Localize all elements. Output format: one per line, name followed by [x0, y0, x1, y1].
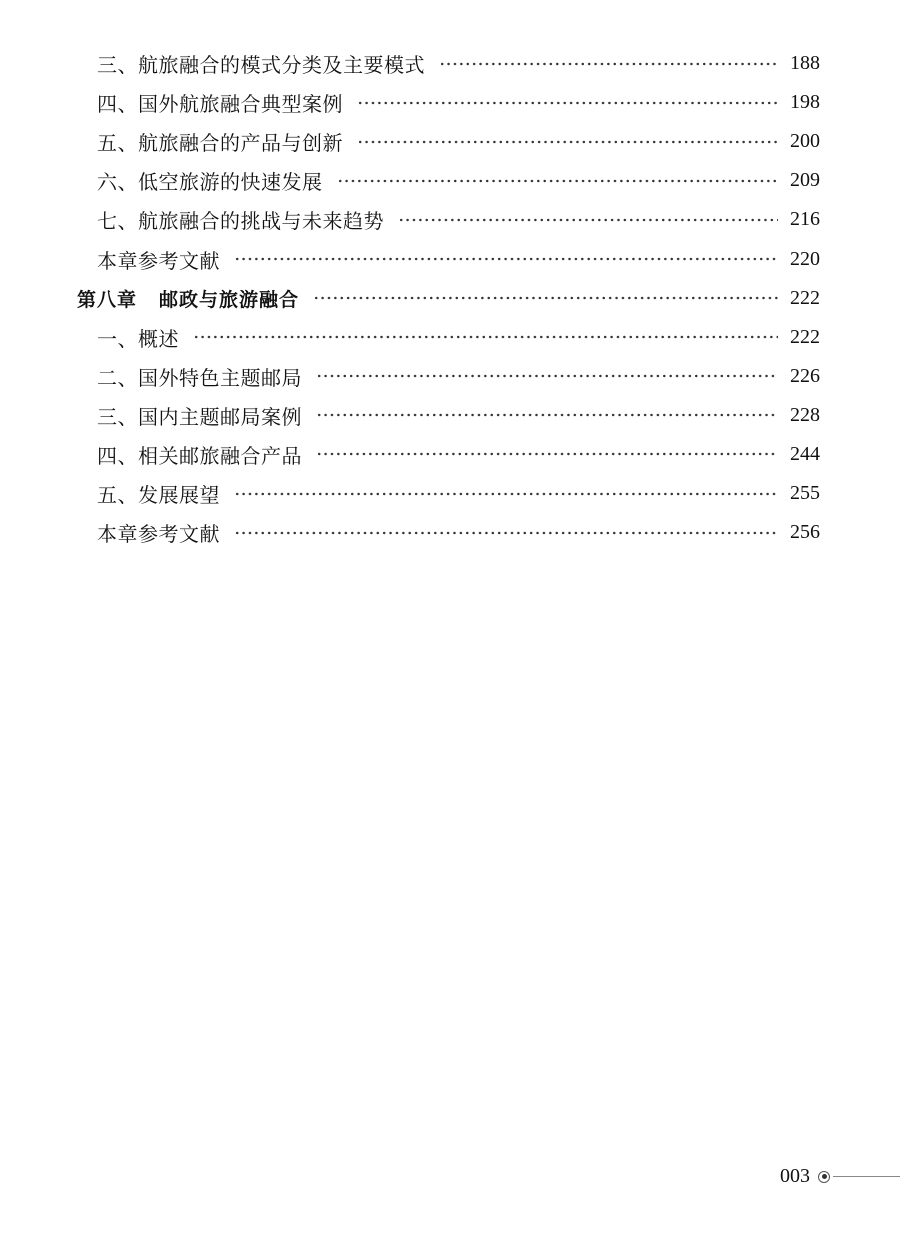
toc-entry-title: 三、国内主题邮局案例 [97, 404, 302, 429]
dot-leader [316, 444, 778, 464]
circle-ornament-icon [818, 1171, 830, 1183]
toc-entry-page: 200 [790, 130, 820, 153]
toc-entry-title: 五、发展展望 [97, 483, 220, 508]
toc-entry-page: 209 [790, 169, 820, 192]
toc-entry[interactable] [0, 161, 900, 200]
toc-entry-title: 一、概述 [97, 326, 179, 351]
dot-leader [234, 523, 778, 543]
table-of-contents [0, 44, 900, 552]
toc-entry-title: 四、相关邮旅融合产品 [97, 443, 302, 468]
dot-leader [357, 93, 778, 113]
toc-entry-page: 226 [790, 364, 820, 387]
toc-entry-page: 220 [790, 247, 820, 270]
toc-entry-page: 222 [790, 286, 820, 309]
toc-entry[interactable] [0, 44, 900, 83]
dot-leader [337, 171, 779, 191]
toc-entry-title: 五、航旅融合的产品与创新 [97, 131, 343, 156]
dot-leader [439, 54, 778, 74]
dot-leader [357, 132, 778, 152]
toc-entry-title: 本章参考文献 [97, 522, 220, 547]
dot-leader [316, 366, 778, 386]
toc-entry-page: 198 [790, 91, 820, 114]
toc-entry-title: 二、国外特色主题邮局 [97, 365, 302, 390]
toc-entry-page: 255 [790, 482, 820, 505]
footer-rule [833, 1176, 900, 1177]
page-number: 003 [780, 1165, 810, 1187]
toc-entry[interactable] [0, 396, 900, 435]
toc-entry[interactable] [0, 318, 900, 357]
toc-entry-title: 三、航旅融合的模式分类及主要模式 [97, 53, 425, 78]
toc-entry-title: 本章参考文献 [97, 248, 220, 273]
toc-entry[interactable] [0, 357, 900, 396]
toc-entry[interactable] [0, 122, 900, 161]
toc-entry[interactable] [0, 435, 900, 474]
dot-leader [234, 484, 778, 504]
toc-entry[interactable] [0, 200, 900, 239]
toc-entry-page: 244 [790, 442, 820, 465]
toc-entry-page: 222 [790, 325, 820, 348]
toc-entry-page: 256 [790, 521, 820, 544]
toc-entry-page: 216 [790, 208, 820, 231]
toc-entry[interactable] [0, 83, 900, 122]
dot-leader [193, 327, 778, 347]
dot-leader [234, 249, 778, 269]
toc-entry[interactable] [0, 239, 900, 278]
dot-leader [316, 405, 778, 425]
toc-entry-title: 七、航旅融合的挑战与未来趋势 [97, 209, 384, 234]
page-footer [780, 1165, 900, 1188]
toc-entry-title: 四、国外航旅融合典型案例 [97, 92, 343, 117]
toc-entry-title: 六、低空旅游的快速发展 [97, 170, 323, 195]
toc-chapter-entry[interactable] [0, 279, 900, 318]
toc-entry[interactable] [0, 474, 900, 513]
dot-leader [398, 210, 778, 230]
toc-entry[interactable] [0, 513, 900, 552]
toc-entry-page: 188 [790, 52, 820, 75]
dot-leader [313, 288, 778, 308]
chapter-name: 邮政与旅游融合 [159, 288, 300, 311]
chapter-label: 第八章 [77, 288, 138, 311]
toc-chapter-title [77, 285, 299, 312]
toc-entry-page: 228 [790, 403, 820, 426]
